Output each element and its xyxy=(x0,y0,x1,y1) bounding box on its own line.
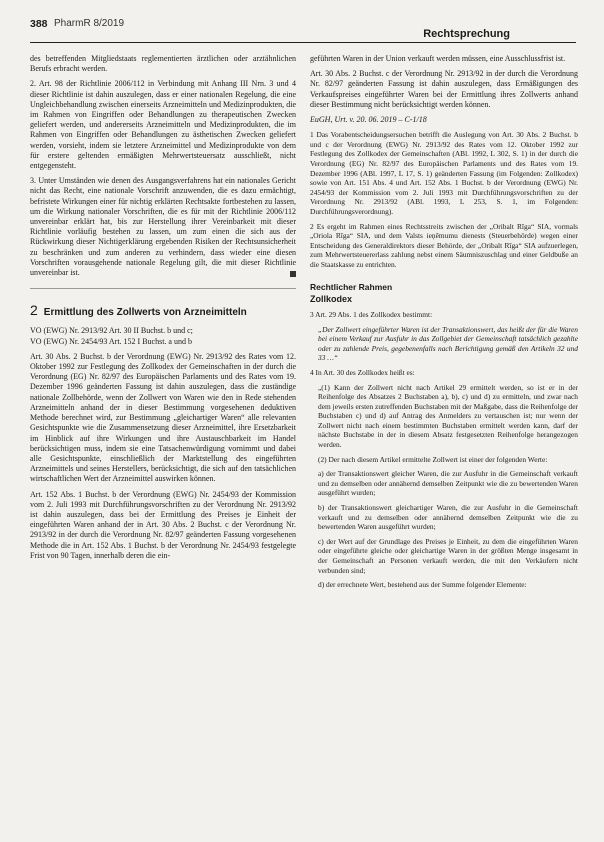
quotation: „Der Zollwert eingeführter Waren ist der Transaktionswert, das heißt der für die Waren bei einem Verkauf zur Ausfuhr in das Zollgebiet der Gemeinschaft tatsächlich gezahlte oder zu zahlende Preis, gegebenenfalls nach Berichtigung gemäß den Artikeln 32 und 33 …“ xyxy=(318,324,578,363)
quotation: (2) Der nach diesem Artikel ermittelte Zollwert ist einer der folgenden Werte: xyxy=(318,454,548,464)
paragraph xyxy=(30,176,296,278)
paragraph-text: 3. Unter Umständen wie denen des Ausgangsverfahrens hat ein nationales Gericht nicht das Recht, eine nationale Vorschrift anzuwenden, die es dazu ermächtigt, befristete Wirkungen einer für nichtig erklärten Rechtsakte fortbestehen zu lassen, um die Wirkung nationaler Vorschriften, die es für mit der Richtlinie 2006/112 unvereinbar erklärt hat, bis zur Herstellung ihrer Vereinbarkeit mit dieser Richtlinie vorläufig bestehen zu lassen, um zum einen die sich aus der Rückwirkung dieser Nichtigerklärung ergebenden Risiken der Rechtsunsicherheit zu beschränken und zum anderen zu verhindern, dass wieder eine diesen Vorschriften vorausgehende nationale Regelung gilt, die mit dieser Richtlinie unvereinbar ist. xyxy=(30,176,296,278)
subheading-legal-framework: Rechtlicher Rahmen xyxy=(310,281,393,292)
section-number: 2 xyxy=(30,302,38,319)
left-column xyxy=(30,54,296,822)
paragraph: 2 Es ergeht im Rahmen eines Rechtsstreits zwischen der „Oribalt Rīga“ SIA, vormals „Oriola Rīga“ SIA, und dem Valsts ieņēmumu dienests (Steuerbehörde) wegen einer Entscheidung des Generaldirektors dieser Behörde, der „Oribalt Rīga“ SIA aufzuerlegen, zum Mehrwertsteuererlass zahlung nebst einem Säumniszuschlag und einer Geldbuße an die Staatskasse zu entrichten. xyxy=(310,221,578,269)
paragraph: des betreffenden Mitgliedstaats reglementierten ärztlichen oder arztähnlichen Berufs erbracht werden. xyxy=(30,54,296,74)
headnote: Art. 30 Abs. 2 Buchst. b der Verordnung (EWG) Nr. 2913/92 des Rates vom 12. Oktober 1992 zur Festlegung des Zollkodex der Gemeinschaften in der durch die Verordnung (EG) Nr. 82/97 des Europäischen Parlaments und des Rates vom 19. Dezember 1996 geänderten Fassung ist dahin auszulegen, dass die zuständige nationale Zollbehörde, wenn der Zollwert von Waren wie den in Rede stehenden Arzneimitteln anhand der in dieser Bestimmung vorgesehenen deduktiven Methode berechnet wird, zur Bestimmung „gleichartiger Waren“ alle relevanten Gesichtspunkte wie die Zusammensetzung dieser Arzneimittel, ihre Ersetzbarkeit im Hinblick auf ihre Wirkungen und ihre Austauschbarkeit im Handel berücksichtigen muss, indem sie eine Tatsachenwürdigung vornimmt und dabei alle Gesichtspunkte, einschließlich der Marktstellung des eingeführten Arzneimittels und seines Herstellers, berücksichtigt, die sich auf den tatsächlichen wirtschaftlichen Wert der Arzneimittel auswirken können. xyxy=(30,351,296,484)
paragraph: 3 Art. 29 Abs. 1 des Zollkodex bestimmt: xyxy=(310,309,433,319)
quotation: „(1) Kann der Zollwert nicht nach Artikel 29 ermittelt werden, so ist er in der Reihenfolge des Absatzes 2 Buchstaben a), b), c) und d) zu ermitteln, und zwar nach dem jeweils ersten zutreffenden Buchstaben mit der Maßgabe, dass die Reihenfolge der Buchstaben c) und d) auf Antrag des Anmelders zu vertauschen ist; nur wenn der Zollwert nicht nach einem bestimmten Buchstaben ermittelt werden kann, darf der nächste Buchstabe in der in diesem Absatz festgesetzten Reihenfolge herangezogen werden. xyxy=(318,382,578,450)
legal-reference: VO (EWG) Nr. 2913/92 Art. 30 II Buchst. b und c; xyxy=(30,326,193,336)
quotation: b) der Transaktionswert gleichartiger Waren, die zur Ausfuhr in die Gemeinschaft verkauft und zu demselben oder annähernd demselben Zeitpunkt wie die zu bewertenden Waren ausgeführt wurden; xyxy=(318,503,578,532)
section-title-text: Ermittlung des Zollwerts von Arzneimitteln xyxy=(43,307,247,319)
paragraph: 1 Das Vorabentscheidungsersuchen betrifft die Auslegung von Art. 30 Abs. 2 Buchst. b und c der Verordnung (EWG) Nr. 2913/92 des Rates vom 12. Oktober 1992 zur Festlegung des Zollkodex der Gemeinschaften (ABl. 1992, L 302, S. 1) in der durch die Verordnung (EG) Nr. 82/97 des Europäischen Parlaments und des Rates vom 19. Dezember 1996 (ABl. 1997, L 17, S. 1) geänderten Fassung (im Folgenden: Zollkodex) sowie von Art. 151 Abs. 4 und Art. 152 Abs. 1 Buchst. b der Verordnung (EWG) Nr. 2454/93 der Kommission vom 2. Juli 1993 mit Durchführungsvorschriften zu der Verordnung Nr. 2913/92 (ABl. 1993, L 253, S. 1, im Folgenden: Durchführungsverordnung). xyxy=(310,130,578,216)
end-of-article-mark xyxy=(290,271,296,277)
section-heading xyxy=(30,302,296,319)
journal-issue: PharmR 8/2019 xyxy=(54,18,125,29)
header-rule xyxy=(30,42,576,43)
headnote: Art. 152 Abs. 1 Buchst. b der Verordnung (EWG) Nr. 2454/93 der Kommission vom 2. Juli 1993 mit Durchführungsvorschriften zu der Verordnung Nr. 2913/92 ist dahin auszulegen, dass bei der Ermittlung des Preises je Einheit der eingeführten Waren anhand der in Art. 30 Abs. 2 Buchst. c der Verordnung Nr. 2913/92 in der durch die Verordnung Nr. 82/97 geänderten Fassung vorgesehenen Methode die in Art. 152 Abs. 1 Buchst. b der Verordnung Nr. 2454/93 festgelegte Frist von 90 Tagen, innerhalb deren die ein- xyxy=(30,489,296,560)
section-divider xyxy=(30,288,296,289)
paragraph: 2. Art. 98 der Richtlinie 2006/112 in Verbindung mit Anhang III Nrn. 3 und 4 dieser Richtlinie ist dahin auszulegen, dass er einer nationalen Regelung, die eine Ungleichbehandlung zwischen einerseits Arzneimitteln und Medizinprodukten, die im Rahmen von Eingriffen oder Behandlungen zu therapeutischen Zwecken geliefert werden, und andererseits Arzneimitteln und Medizinprodukten, die im Rahmen von Eingriffen oder Behandlungen zu ästhetischen Zwecken geliefert werden, vorsieht, indem sie letztere Arzneimittel und Medizinprodukte von dem für erstere geltenden ermäßigten Mehrwertsteuersatz ausschließt, nicht entgegensteht. xyxy=(30,79,296,171)
section-title: Rechtsprechung xyxy=(423,28,510,40)
headnote: geführten Waren in der Union verkauft werden müssen, eine Ausschlussfrist ist. xyxy=(310,54,566,63)
quotation: a) der Transaktionswert gleicher Waren, die zur Ausfuhr in die Gemeinschaft verkauft und zu demselben oder annähernd demselben Zeitpunkt wie die zu bewertenden Waren ausgeführt wurden; xyxy=(318,469,578,498)
legal-reference: VO (EWG) Nr. 2454/93 Art. 152 I Buchst. a und b xyxy=(30,336,192,346)
headnote: Art. 30 Abs. 2 Buchst. c der Verordnung Nr. 2913/92 in der durch die Verordnung Nr. 82/97 geänderten Fassung ist dahin auszulegen, dass Ermäßigungen des Verkaufspreises eingeführter Waren bei der Ermittlung ihres Zollwerts anhand dieser Bestimmung nicht berücksichtigt werden können. xyxy=(310,69,578,109)
paragraph: 4 In Art. 30 des Zollkodex heißt es: xyxy=(310,367,415,377)
quotation: c) der Wert auf der Grundlage des Preises je Einheit, zu dem die eingeführten Waren oder eingeführte gleiche oder gleichartige Waren in der größten Menge insgesamt in der Gemeinschaft an Personen verkauft werden, die mit den Verkäufern nicht verbunden sind; xyxy=(318,536,578,575)
quotation: d) der errechnete Wert, bestehend aus der Summe folgender Elemente: xyxy=(318,580,527,590)
page-header xyxy=(30,16,576,42)
page-number: 388 xyxy=(30,18,48,30)
right-column xyxy=(310,54,578,822)
subheading-customs-code: Zollkodex xyxy=(310,293,353,304)
case-citation: EuGH, Urt. v. 20. 06. 2019 – C-1/18 xyxy=(310,115,427,125)
